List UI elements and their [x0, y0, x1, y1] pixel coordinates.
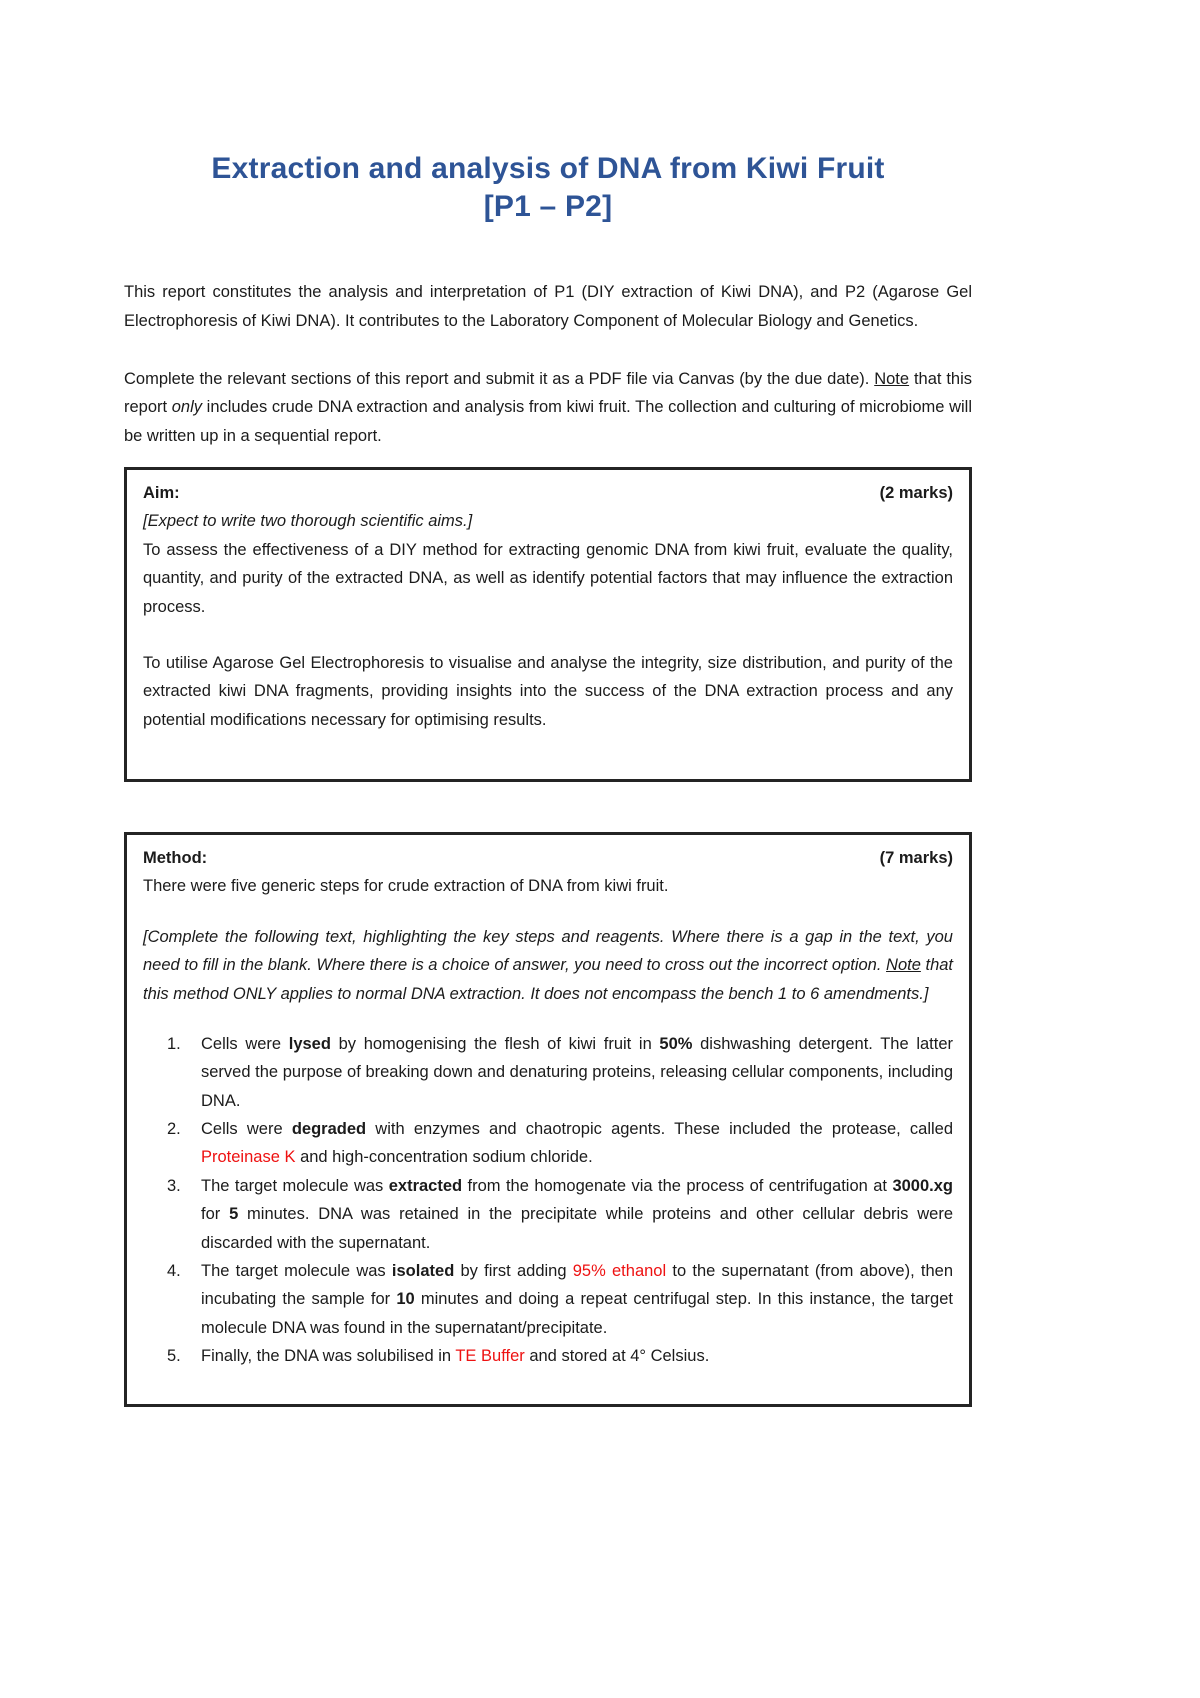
method-steps: [167, 1030, 953, 1371]
aim-paragraph-1: To assess the effectiveness of a DIY method for extracting genomic DNA from kiwi fruit, evaluate the quality, quantity, and purity of the extracted DNA, as well as identify potential factors that may influence the extraction process.: [143, 540, 953, 616]
step-number: 3.: [167, 1176, 181, 1195]
step-number: 5.: [167, 1347, 181, 1366]
step-number: 2.: [167, 1120, 181, 1139]
step-text: The target molecule was extracted from the homogenate via the process of centrifugation at 3000.xg for 5 minutes. DNA was retained in the precipitate while proteins and other cellular debris were discarded with the supernatant.: [201, 1176, 953, 1252]
report-content: [124, 150, 972, 1407]
method-step: [167, 1115, 953, 1172]
document-title-line2: [P1 – P2]: [483, 190, 613, 224]
aim-marks: (2 marks): [879, 484, 953, 503]
method-section: [124, 832, 972, 1407]
method-intro: There were five generic steps for crude extraction of DNA from kiwi fruit.: [143, 877, 669, 896]
document-title: [124, 150, 972, 226]
intro-paragraph-2: Complete the relevant sections of this report and submit it as a PDF file via Canvas (by the due date). Note that this report only includes crude DNA extraction and analysis from kiwi fruit. The collection and culturing of microbiome will be written up in a sequential report.: [124, 369, 972, 445]
step-text: Cells were degraded with enzymes and chaotropic agents. These included the protease, called Proteinase K and high-concentration sodium chloride.: [201, 1120, 954, 1167]
aim-header: [143, 479, 953, 507]
method-step: [167, 1172, 953, 1257]
method-heading: Method:: [143, 849, 208, 868]
step-text: Finally, the DNA was solubilised in TE Buffer and stored at 4° Celsius.: [201, 1347, 710, 1366]
step-text: Cells were lysed by homogenising the flesh of kiwi fruit in 50% dishwashing detergent. The latter served the purpose of breaking down and denaturing proteins, releasing cellular components, including DNA.: [201, 1034, 954, 1110]
step-number: 1.: [167, 1034, 181, 1053]
aim-paragraph-2: To utilise Agarose Gel Electrophoresis to visualise and analyse the integrity, size distribution, and purity of the extracted kiwi DNA fragments, providing insights into the success of the DNA extraction process and any potential modifications necessary for optimising results.: [143, 653, 953, 729]
method-step: [167, 1342, 953, 1370]
intro-paragraph-1: This report constitutes the analysis and interpretation of P1 (DIY extraction of Kiwi DNA), and P2 (Agarose Gel Electrophoresis of Kiwi DNA). It contributes to the Laboratory Component of Molecular Biology and Genetics.: [124, 283, 972, 330]
method-header: [143, 844, 953, 872]
aim-hint: [Expect to write two thorough scientific aims.]: [143, 512, 473, 531]
aim-section: [124, 467, 972, 782]
method-step: [167, 1257, 953, 1342]
method-step: [167, 1030, 953, 1115]
method-marks: (7 marks): [879, 849, 953, 868]
method-instructions: [Complete the following text, highlighting the key steps and reagents. Where there is a gap in the text, you need to fill in the blank. Where there is a choice of answer, you need to cross out the incorrect option. Note that this method ONLY applies to normal DNA extraction. It does not encompass the bench 1 to 6 amendments.]: [143, 927, 954, 1003]
step-text: The target molecule was isolated by first adding 95% ethanol to the supernatant (from above), then incubating the sample for 10 minutes and doing a repeat centrifugal step. In this instance, the target molecule DNA was found in the supernatant/precipitate.: [201, 1261, 953, 1337]
document-title-line1: Extraction and analysis of DNA from Kiwi Fruit: [211, 152, 885, 185]
step-number: 4.: [167, 1261, 181, 1280]
aim-heading: Aim:: [143, 484, 180, 503]
